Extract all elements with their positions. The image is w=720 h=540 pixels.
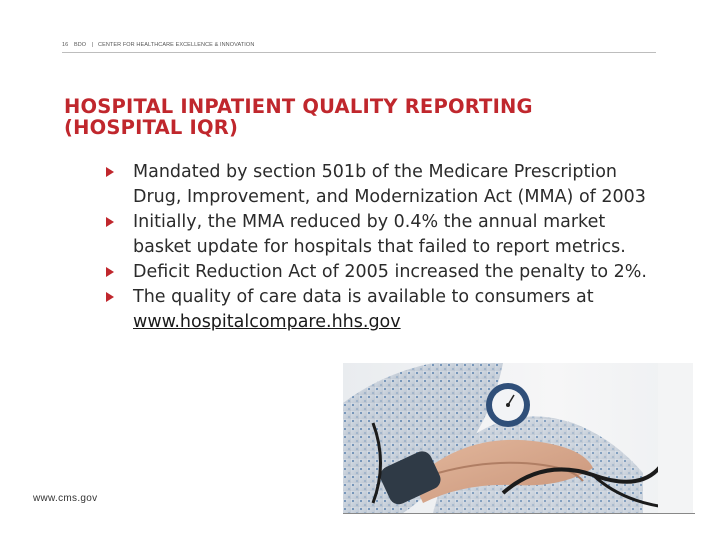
slide-title [64,96,664,138]
footer-source: www.cms.gov [33,493,98,504]
hospital-compare-link[interactable]: www.hospitalcompare.hhs.gov [133,312,401,332]
bullet-item [104,160,704,210]
bullet-text-line: Drug, Improvement, and Modernization Act (MMA) of 2003 [133,187,646,207]
bullet-arrow-icon [106,267,114,277]
bullet-arrow-icon [106,167,114,177]
header-org: BDO [73,42,87,48]
bullet-item [104,260,704,285]
bullet-text-line: basket update for hospitals that failed to report metrics. [133,237,626,257]
header-divider: | [91,42,94,48]
bullet-arrow-icon [106,292,114,302]
stethoscope-photo [343,363,693,513]
bullet-text-line: Initially, the MMA reduced by 0.4% the annual market [133,212,606,232]
page-number: 16 [62,42,69,48]
header-divider-line [62,52,656,53]
bullet-item [104,210,704,260]
title-line-2: (HOSPITAL IQR) [64,116,239,139]
footer-divider-line [343,513,695,514]
bullet-list [104,160,704,335]
bullet-text-line: Mandated by section 501b of the Medicare Prescription [133,162,618,182]
header-section: CENTER FOR HEALTHCARE EXCELLENCE & INNOVATION [98,42,255,48]
bullet-item [104,285,704,335]
bullet-arrow-icon [106,217,114,227]
stethoscope-illustration-icon [343,363,693,513]
bullet-text-line: Deficit Reduction Act of 2005 increased the penalty to 2%. [133,262,647,282]
title-line-1: HOSPITAL INPATIENT QUALITY REPORTING [64,95,533,118]
page-header [62,42,254,48]
bullet-text-line: The quality of care data is available to consumers at [133,287,594,307]
